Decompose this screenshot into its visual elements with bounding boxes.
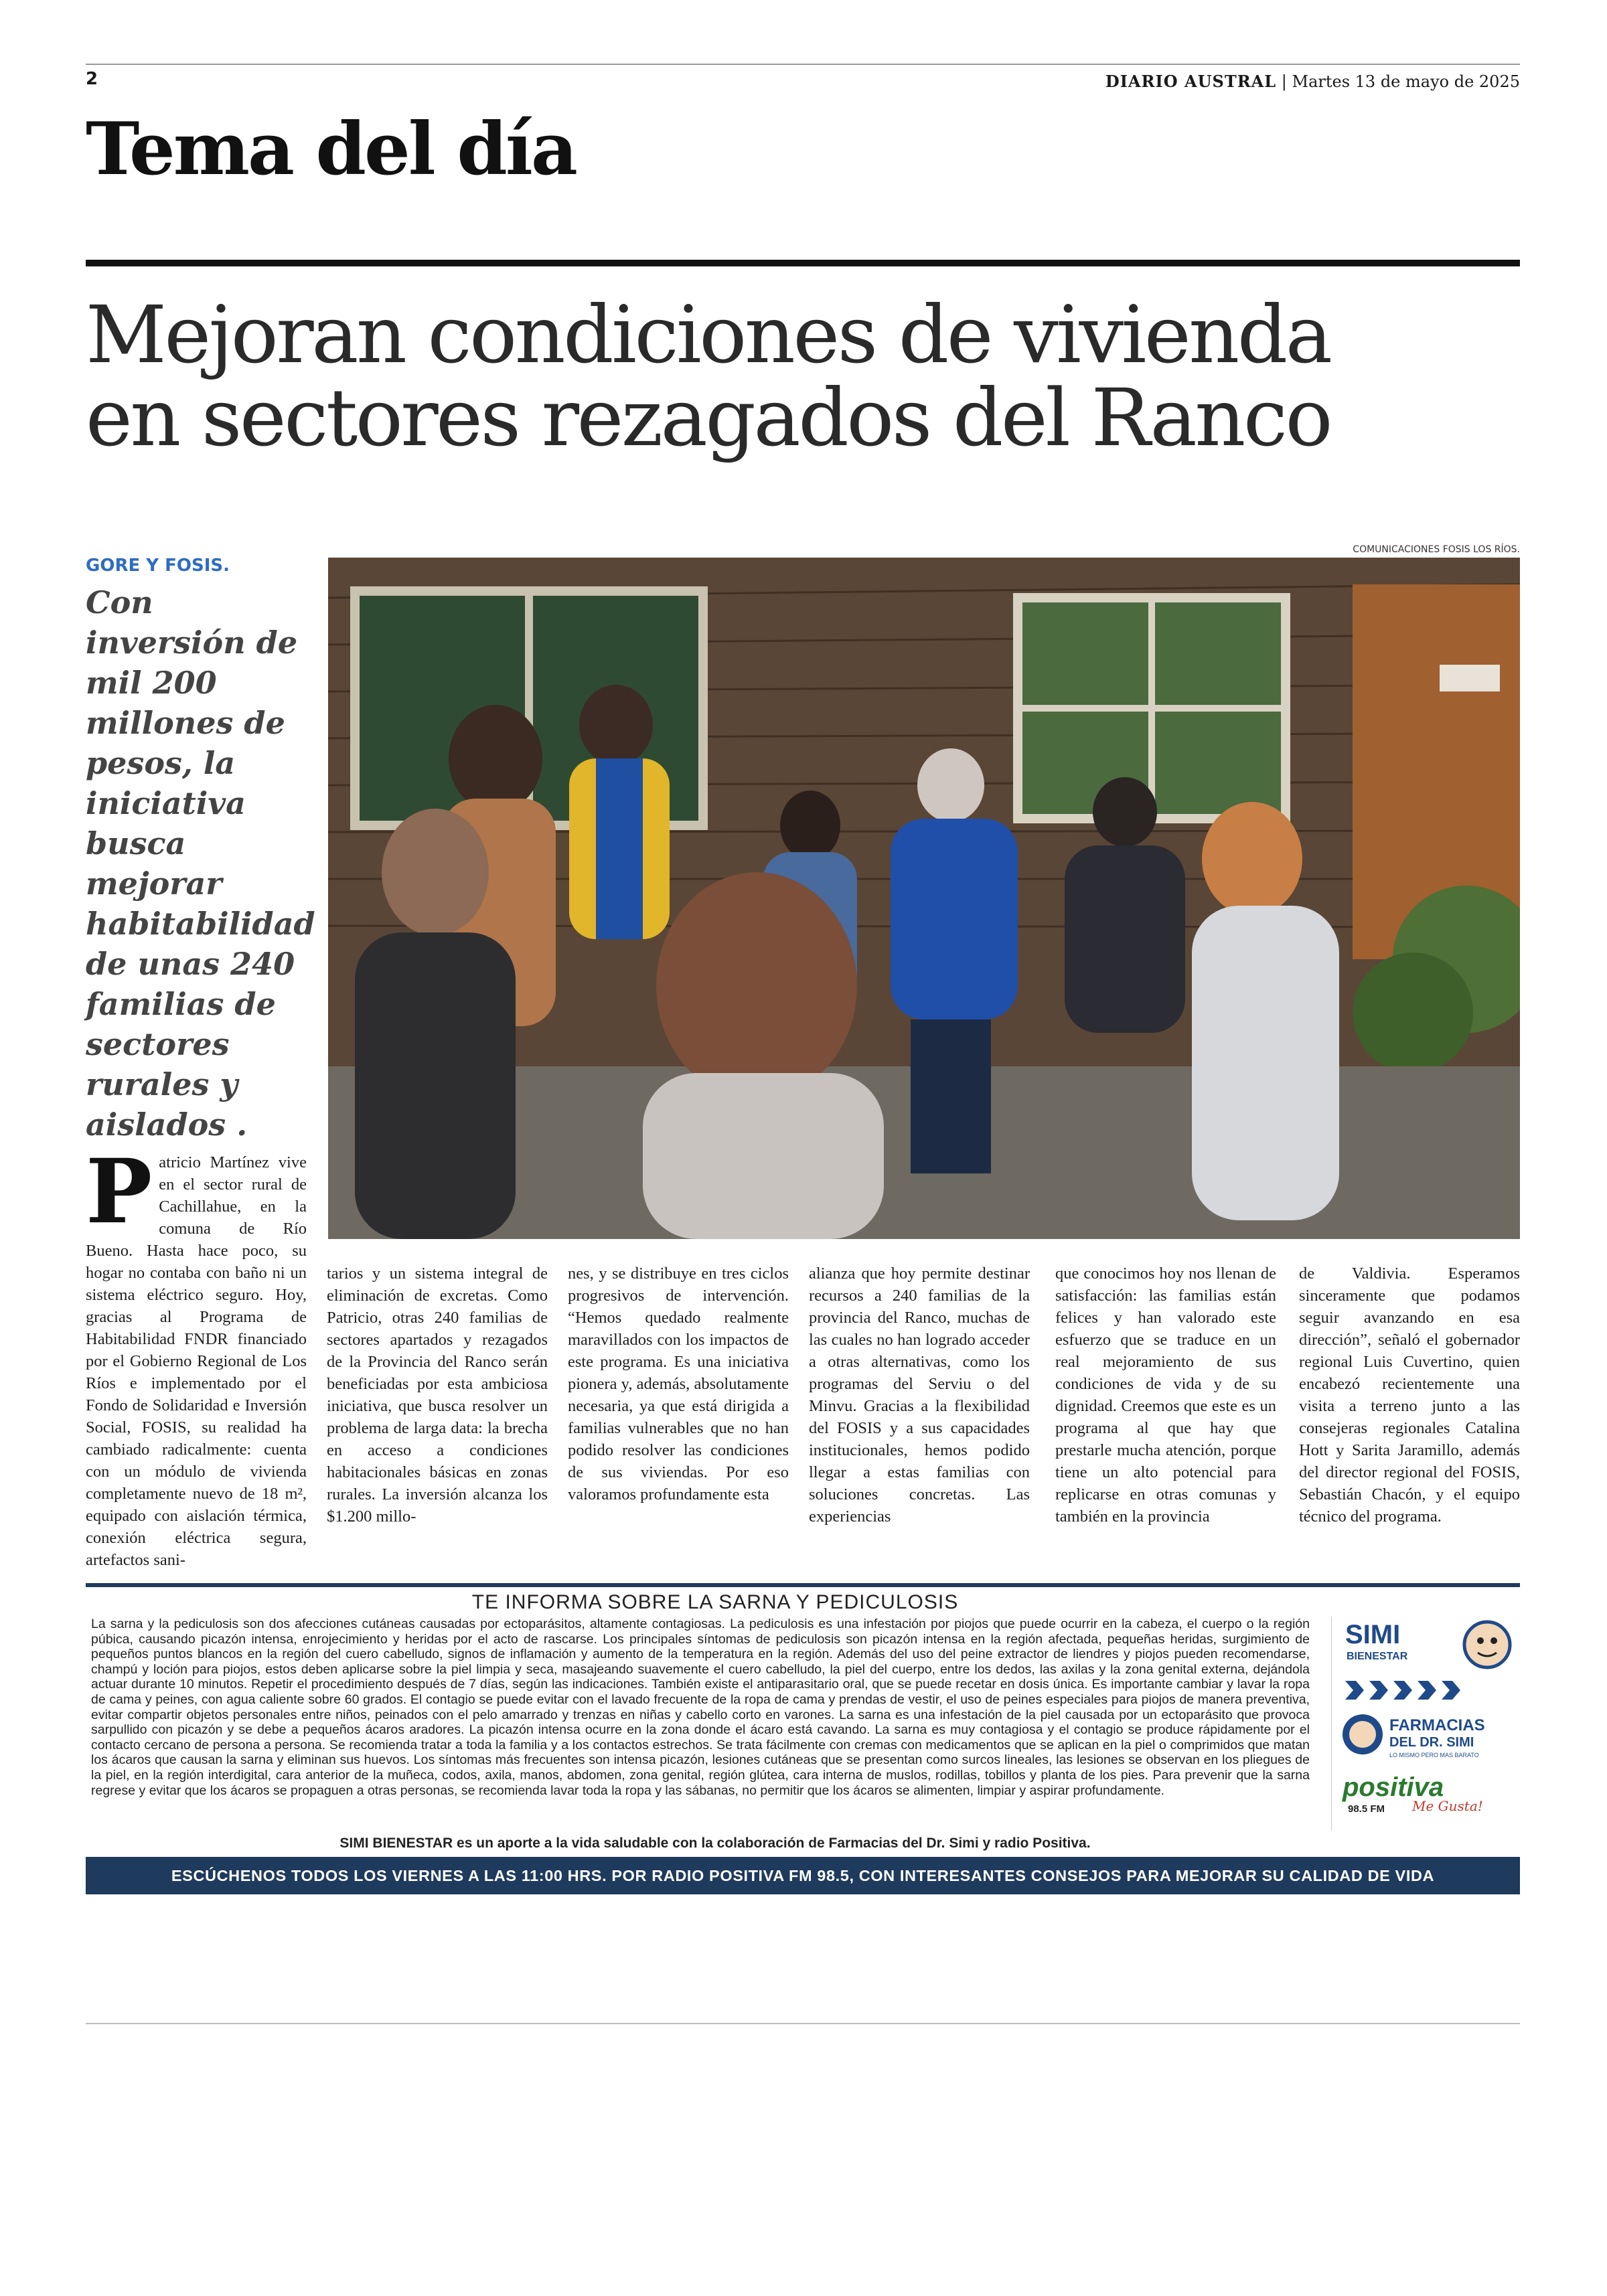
ad-banner: ESCÚCHENOS TODOS LOS VIERNES A LAS 11:00 HRS. POR RADIO POSITIVA FM 98.5, CON INTERESANTES CONSEJOS PARA MEJORAR SU CALIDAD DE VIDA xyxy=(86,1857,1520,1894)
issue-date: Martes 13 de mayo de 2025 xyxy=(1292,72,1520,91)
bottom-rule xyxy=(86,2023,1520,2024)
ad-top-rule xyxy=(86,1583,1520,1587)
photo-credit: COMUNICACIONES FOSIS LOS RÍOS. xyxy=(1353,544,1520,555)
article-column-3: nes, y se distribuye en tres ciclos progresivos de intervención. “Hemos quedado realmente maravillados con los impactos de este programa. Es una iniciativa pionera y, además, absolutamente necesaria, ya que está dirigida a familias vulnerables que no han podido resolver las condiciones de sus viviendas. Por eso valoramos profundamente esta xyxy=(568,1264,789,1503)
article-column-6: de Valdivia. Esperamos sinceramente que podamos seguir avanzando en esa dirección”, señaló el gobernador regional Luis Cuvertino, quien encabezó recientemente una visita a terreno junto a las consejeras regionales Catalina Hott y Sarita Jaramillo, además del director regional del FOSIS, Sebastián Chacón, y el equipo técnico del programa. xyxy=(1299,1264,1520,1526)
sponsor-logos xyxy=(1332,1617,1521,1831)
article-column-1 xyxy=(86,1140,307,1571)
ad-title: TE INFORMA SOBRE LA SARNA Y PEDICULOSIS xyxy=(471,1591,959,1613)
section-rule xyxy=(86,260,1520,266)
article-column-4: alianza que hoy permite destinar recursos a 240 familias de la provincia del Ranco, muchas de las cuales no han logrado acceder a otras alternativas, como los programas del Serviu o del Minvu. Gracias a la flexibilidad del FOSIS y a sus capacidades institucionales, hemos podido llegar a estas familias con soluciones concretas. Las experiencias xyxy=(809,1264,1030,1526)
ad-logos xyxy=(1331,1617,1520,1831)
article-column-5: que conocimos hoy nos llenan de satisfacción: las familias están felices y han valorado este esfuerzo que se traduce en un real mejoramiento de sus condiciones de vida y de su dignidad. Creemos que este es un programa al que hay que prestarle mucha atención, porque tiene un alto potencial para replicarse en otras comunas y también en la provincia xyxy=(1055,1264,1276,1526)
article-column-2: tarios y un sistema integral de eliminación de excretas. Como Patricio, otras 240 familias de sectores apartados y rezagados de la Provincia del Ranco serán beneficiadas por esta ambiciosa iniciativa, que busca resolver un problema de larga data: la brecha en acceso a condiciones habitacionales básicas en zonas rurales. La inversión alcanza los $1.200 millo- xyxy=(327,1264,548,1526)
page-number: 2 xyxy=(86,69,98,89)
kicker: GORE Y FOSIS. xyxy=(86,556,230,576)
simi-advertisement xyxy=(86,1583,1520,1894)
bienestar-logo-text: BIENESTAR xyxy=(1347,1651,1408,1662)
headline-line-2: en sectores rezagados del Ranco xyxy=(86,372,1331,464)
section-title: Tema del día xyxy=(86,107,576,191)
headline-line-1: Mejoran condiciones de vivienda xyxy=(86,289,1330,381)
top-rule xyxy=(86,64,1520,65)
article-photo xyxy=(328,558,1520,1239)
farmacias-tagline: LO MISMO PERO MAS BARATO xyxy=(1389,1752,1479,1758)
dr-simi-logo-text: DEL DR. SIMI xyxy=(1389,1735,1474,1750)
farmacias-logo-text: FARMACIAS xyxy=(1389,1716,1485,1734)
drop-cap: P xyxy=(86,1140,153,1244)
positiva-fm-text: 98.5 FM xyxy=(1348,1803,1385,1815)
deck: Con inversión de mil 200 millones de pesos, la iniciativa busca mejorar habitabilidad de unas 240 familias de sectores rurales y aislados . xyxy=(86,584,315,1143)
group-meeting-illustration xyxy=(328,558,1520,1239)
simi-logo-text: SIMI xyxy=(1345,1620,1401,1649)
positiva-logo-text: positiva xyxy=(1343,1773,1444,1802)
column-1-text: atricio Martínez vive en el sector rural de Cachillahue, en la comuna de Río Bueno. Hasta hace poco, su hogar no contaba con baño ni un sistema eléctrico seguro. Hoy, gracias al Programa de Habitabilidad FNDR financiado por el Gobierno Regional de Los Ríos e implementado por el Fondo de Solidaridad e Inversión Social, FOSIS, su realidad ha cambiado radicalmente: cuenta con un módulo de vivienda completamente nuevo de 18 m², equipado con aislación térmica, conexión eléctrica segura, artefactos sani- xyxy=(86,1153,307,1569)
headline xyxy=(86,289,1525,464)
paper-name: DIARIO AUSTRAL xyxy=(1105,72,1277,91)
positiva-slogan: Me Gusta! xyxy=(1412,1798,1483,1814)
dr-simi-face-icon xyxy=(1464,1622,1510,1667)
ad-footer: SIMI BIENESTAR es un aporte a la vida saludable con la colaboración de Farmacias del Dr. Simi y radio Positiva. xyxy=(339,1835,1091,1851)
chevrons-icon xyxy=(1345,1681,1460,1700)
masthead: DIARIO AUSTRAL | Martes 13 de mayo de 2025 xyxy=(1105,72,1520,91)
ad-body: La sarna y la pediculosis son dos afecciones cutáneas causadas por ectoparásitos, altamente contagiosas. La pediculosis es una infestación por piojos que puede ocurrir en la cabeza, el cuerpo o la región púbica, causando picazón intensa, enrojecimiento y heridas por el acto de rascarse. Los principales síntomas de pediculosis son picazón intensa en la región afectada, pequeñas heridas, surgimiento de pequeños puntos blancos en la región del cuero cabelludo, signos de inflamación y aumento de la temperatura en la región. Además del uso del peine extractor de liendres y piojos pueden recomendarse, champú y loción para piojos, estos deben aplicarse sobre la piel limpia y seca, masajeando suavemente el cuero cabelludo, la piel del cuerpo, entre los dedos, las axilas y la zona genital externa, dejándola actuar durante 10 minutos. Repetir el procedimiento después de 7 días, según las indicaciones. También existe el antiparasitario oral, que se puede recetar en dosis única. Es importante cambiar y lavar la ropa de cama y peines, con agua caliente sobre 60 grados. El contagio se puede evitar con el lavado frecuente de la ropa de cama y prendas de vestir, el uso de peines especiales para piojos de manera preventiva, evitar compartir objetos personales entre niños, peinados con el pelo amarrado y trenzas en niñas y cabello corto en varones. La sarna es una infestación de la piel causada por un ectoparásito que provoca sarpullido con picazón y se debe a pequeños ácaros aradores. La picazón intensa ocurre en la zona donde el ácaro está cavando. La sarna es muy contagiosa y el contagio se produce rápidamente por el contacto cercano de persona a persona. Se recomienda tratar a toda la familia y a los contactos estrechos. Se trata fácilmente con cremas con medicamentos que se aplican en la piel o comprimidos que matan los ácaros que causan la sarna y eliminan sus huevos. Los síntomas más frecuentes son intensa picazón, lesiones cutáneas que se presentan como surcos lineales, las lesiones se observan en los pliegues de la piel, en la región interdigital, cara anterior de la muñeca, codos, axila, manos, abdomen, zona genital, región glútea, cara interna de muslos, rodillas, tobillos y planta de los pies. Para prevenir que la sarna regrese y evitar que los ácaros se propaguen a otras personas, se recomienda lavar toda la ropa y las sábanas, no permitir que los ácaros se alimenten, limpiar y aspirar profundamente. xyxy=(91,1617,1310,1798)
